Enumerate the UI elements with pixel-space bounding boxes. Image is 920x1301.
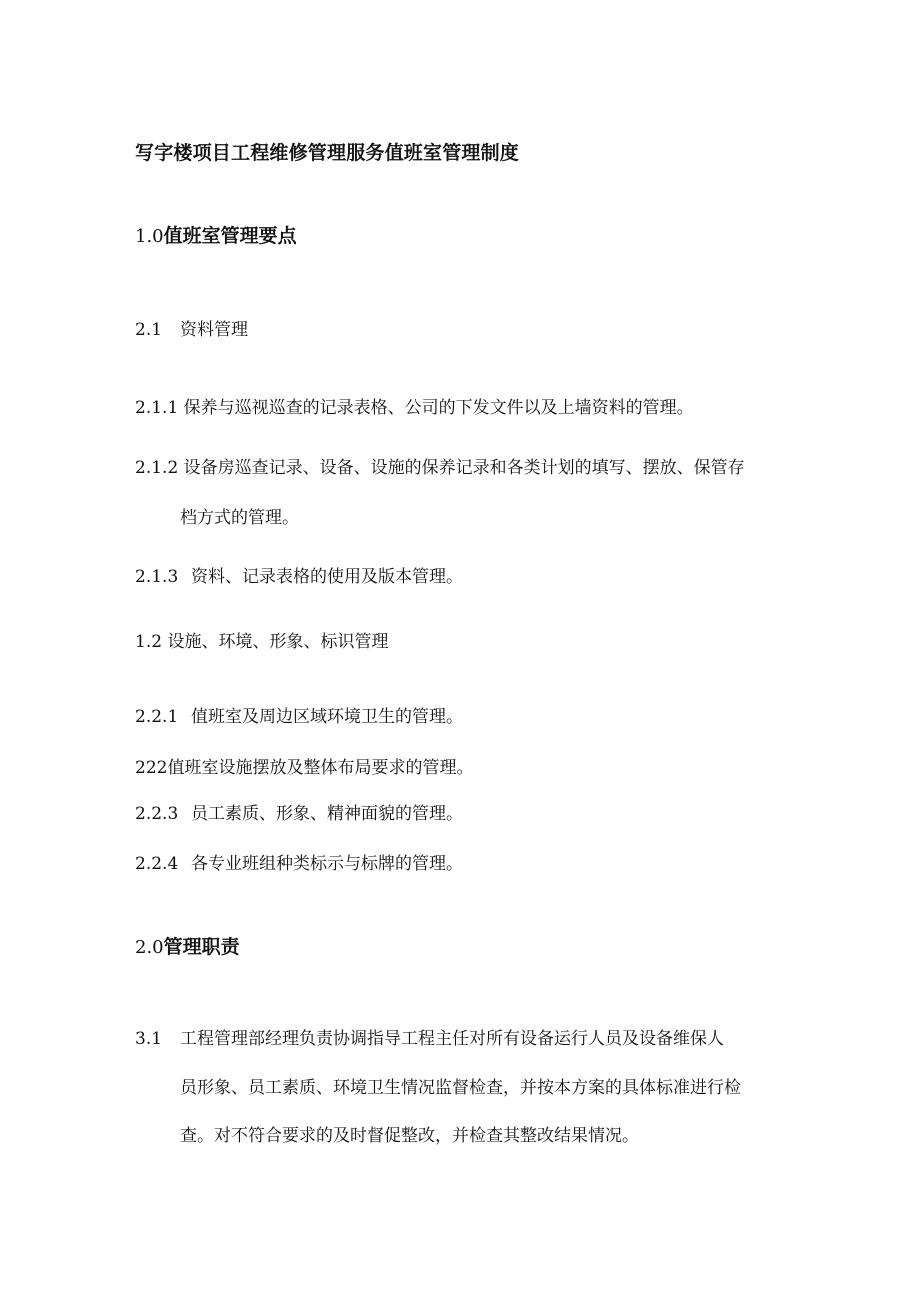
item-number: 2.1.3 bbox=[135, 567, 179, 587]
document-title: 写字楼项目工程维修管理服务值班室管理制度 bbox=[135, 142, 520, 164]
item-text: 保养与巡视巡查的记录表格、公司的下发文件以及上墙资料的管理。 bbox=[183, 398, 694, 418]
subsection-2-1 bbox=[135, 318, 248, 342]
section-heading-2-0 bbox=[135, 935, 240, 960]
item-number: 2.2.1 bbox=[135, 707, 179, 727]
section-number: 1.0 bbox=[135, 226, 164, 247]
item-2-1-2-continuation: 档方式的管理。 bbox=[180, 508, 299, 528]
item-2-1-1 bbox=[135, 396, 694, 420]
subsection-text: 设施、环境、形象、标识管理 bbox=[167, 632, 389, 652]
item-text-line-1: 设备房巡查记录、设备、设施的保养记录和各类计划的填写、摆放、保管存 bbox=[183, 458, 745, 478]
item-text-line-1: 工程管理部经理负责协调指导工程主任对所有设备运行人员及设备维保人 bbox=[180, 1029, 724, 1049]
subsection-1-2 bbox=[135, 630, 388, 654]
item-number: 3.1 bbox=[135, 1029, 163, 1049]
item-3-1-continuation-2: 查。对不符合要求的及时督促整改，并检查其整改结果情况。 bbox=[180, 1126, 639, 1146]
item-number: 222 bbox=[135, 758, 168, 778]
item-3-1 bbox=[135, 1027, 724, 1051]
section-heading-text: 管理职责 bbox=[163, 936, 240, 958]
item-2-2-2 bbox=[135, 756, 473, 780]
item-text: 值班室及周边区域环境卫生的管理。 bbox=[191, 707, 463, 727]
item-text: 各专业班组种类标示与标牌的管理。 bbox=[191, 854, 463, 874]
item-text: 资料、记录表格的使用及版本管理。 bbox=[191, 567, 463, 587]
item-2-1-2 bbox=[135, 456, 745, 480]
item-number: 2.2.4 bbox=[135, 854, 179, 874]
subsection-text: 资料管理 bbox=[180, 320, 248, 340]
item-text: 员工素质、形象、精神面貌的管理。 bbox=[191, 804, 463, 824]
item-number: 2.2.3 bbox=[135, 804, 179, 824]
item-number: 2.1.2 bbox=[135, 458, 179, 478]
section-heading-text: 值班室管理要点 bbox=[163, 225, 297, 247]
item-3-1-continuation-1: 员形象、员工素质、环境卫生情况监督检查，并按本方案的具体标准进行检 bbox=[180, 1078, 741, 1098]
item-2-2-3 bbox=[135, 802, 463, 826]
item-2-2-4 bbox=[135, 852, 463, 876]
subsection-number: 2.1 bbox=[135, 320, 163, 340]
item-2-1-3 bbox=[135, 565, 463, 589]
section-heading-1-0 bbox=[135, 224, 297, 249]
item-2-2-1 bbox=[135, 705, 463, 729]
item-text: 值班室设施摆放及整体布局要求的管理。 bbox=[167, 758, 474, 778]
subsection-number: 1.2 bbox=[135, 632, 163, 652]
item-number: 2.1.1 bbox=[135, 398, 179, 418]
section-number: 2.0 bbox=[135, 937, 164, 958]
